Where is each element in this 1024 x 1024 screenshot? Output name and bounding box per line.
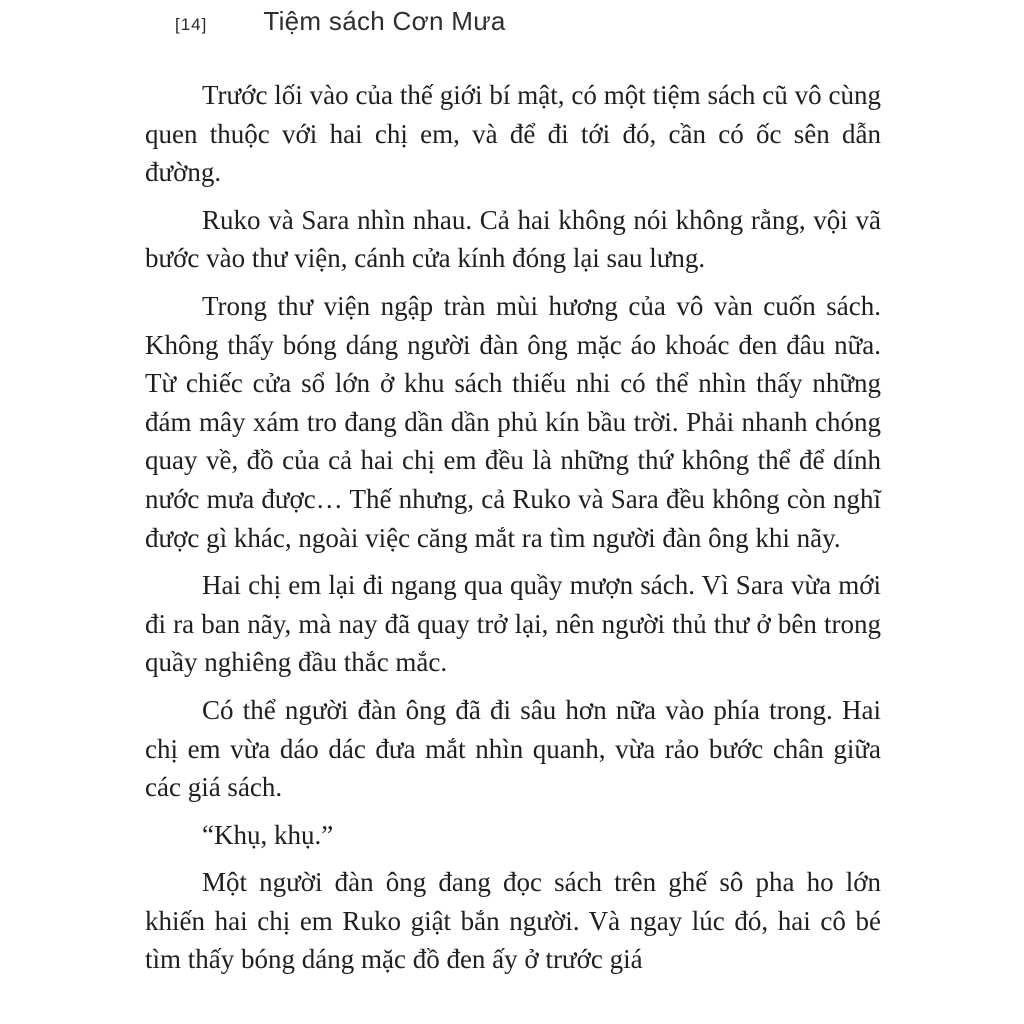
paragraph: Hai chị em lại đi ngang qua quầy mượn sách. Vì Sara vừa mới đi ra ban nãy, mà nay đã quay trở lại, nên người thủ thư ở bên trong quầy nghiêng đầu thắc mắc. [145,570,881,678]
paragraph: “Khụ, khụ.” [202,819,334,850]
page-body [145,76,881,979]
paragraph: Trong thư viện ngập tràn mùi hương của vô vàn cuốn sách. Không thấy bóng dáng người đàn ông mặc áo khoác đen đâu nữa. Từ chiếc cửa sổ lớn ở khu sách thiếu nhi có thể nhìn thấy những đám mây xám tro đang dần dần phủ kín bầu trời. Phải nhanh chóng quay về, đồ của cả hai chị em đều là những thứ không thể để dính nước mưa được… Thế nhưng, cả Ruko và Sara đều không còn nghĩ được gì khác, ngoài việc căng mắt ra tìm người đàn ông khi nãy. [145,290,881,553]
paragraph: Có thể người đàn ông đã đi sâu hơn nữa vào phía trong. Hai chị em vừa dáo dác đưa mắt nhìn quanh, vừa rảo bước chân giữa các giá sách. [145,694,881,803]
paragraph: Trước lối vào của thế giới bí mật, có một tiệm sách cũ vô cùng quen thuộc với hai chị em, và để đi tới đó, cần có ốc sên dẫn đường. [145,80,881,188]
page-header [175,6,506,37]
paragraph: Một người đàn ông đang đọc sách trên ghế sô pha ho lớn khiến hai chị em Ruko giật bắn người. Và ngay lúc đó, hai cô bé tìm thấy bóng dáng mặc đồ đen ấy ở trước giá [145,867,881,975]
paragraph: Ruko và Sara nhìn nhau. Cả hai không nói không rằng, vội vã bước vào thư viện, cánh cửa kính đóng lại sau lưng. [145,204,881,274]
page-number: [14] [175,15,208,34]
page-title: Tiệm sách Cơn Mưa [263,6,506,36]
